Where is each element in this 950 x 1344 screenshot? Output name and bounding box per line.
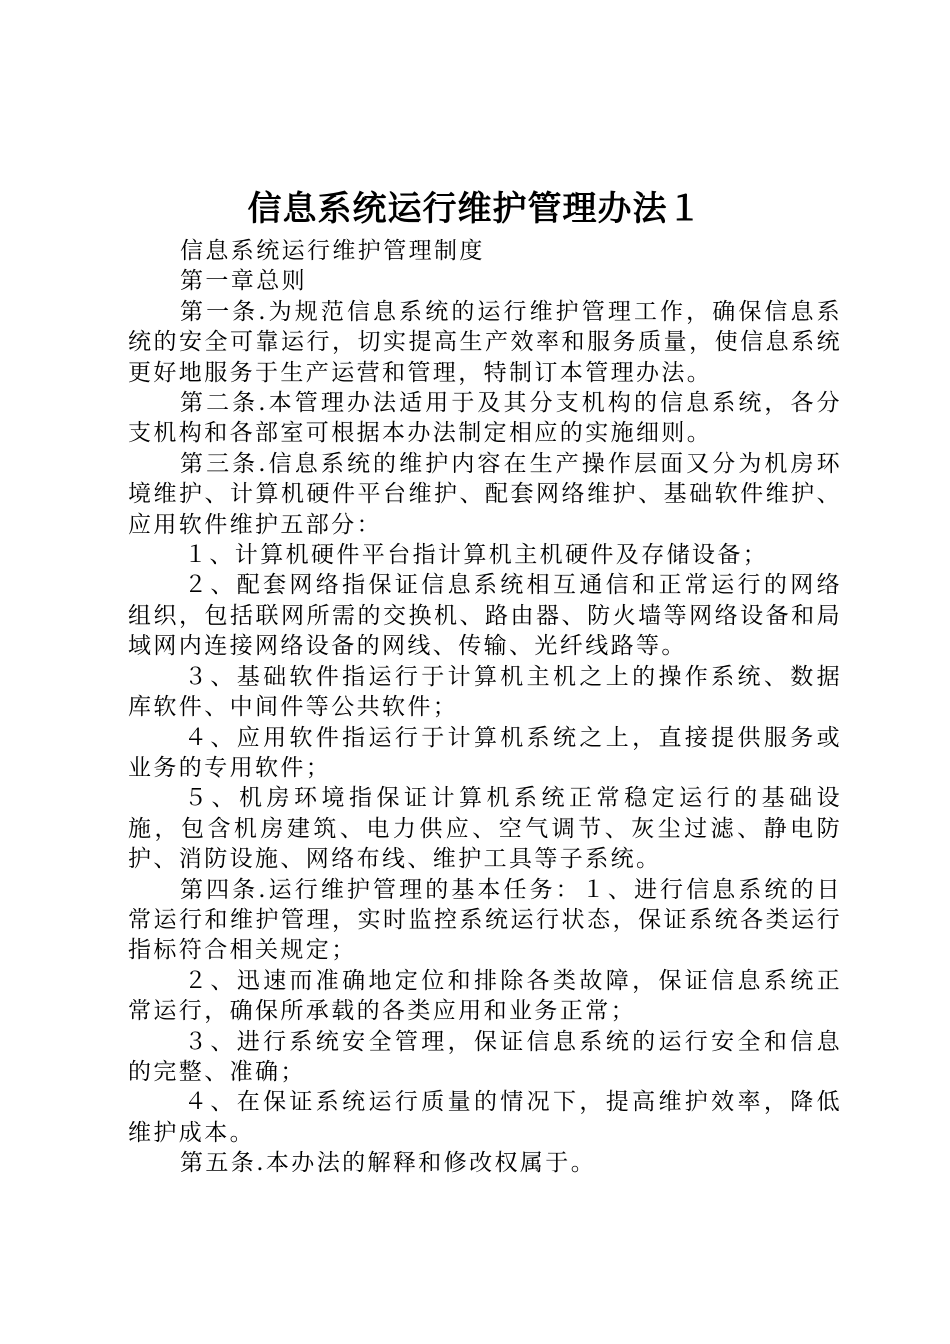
paragraph-item-application-software: ４、应用软件指运行于计算机系统之上，直接提供服务或业务的专用软件； bbox=[128, 724, 842, 781]
paragraph-item-hardware: １、计算机硬件平台指计算机主机硬件及存储设备； bbox=[184, 542, 769, 569]
paragraph-article-2: 第二条.本管理办法适用于及其分支机构的信息系统，各分支机构和各部室可根据本办法制定相应的实施细则。 bbox=[128, 390, 842, 447]
paragraph-item-network: ２、配套网络指保证信息系统相互通信和正常运行的网络组织，包括联网所需的交换机、路由器、防火墙等网络设备和局域网内连接网络设备的网线、传输、光纤线路等。 bbox=[128, 572, 842, 660]
paragraph-article-1: 第一条.为规范信息系统的运行维护管理工作，确保信息系统的安全可靠运行，切实提高生产效率和服务质量，使信息系统更好地服务于生产运营和管理，特制订本管理办法。 bbox=[128, 298, 842, 386]
paragraph-task-3: ３、进行系统安全管理，保证信息系统的运行安全和信息的完整、准确； bbox=[128, 1028, 842, 1085]
paragraph-article-5: 第五条.本办法的解释和修改权属于。 bbox=[180, 1150, 597, 1177]
paragraph-system-name: 信息系统运行维护管理制度 bbox=[180, 238, 485, 264]
paragraph-task-2: ２、迅速而准确地定位和排除各类故障，保证信息系统正常运行，确保所承载的各类应用和业务正常； bbox=[128, 967, 842, 1025]
paragraph-article-4: 第四条.运行维护管理的基本任务：１、进行信息系统的日常运行和维护管理，实时监控系统运行状态，保证系统各类运行指标符合相关规定； bbox=[128, 876, 842, 964]
document-body bbox=[128, 236, 842, 1179]
paragraph-article-3: 第三条.信息系统的维护内容在生产操作层面又分为机房环境维护、计算机硬件平台维护、配套网络维护、基础软件维护、应用软件维护五部分： bbox=[128, 450, 842, 538]
paragraph-item-base-software: ３、基础软件指运行于计算机主机之上的操作系统、数据库软件、中间件等公共软件； bbox=[128, 663, 842, 721]
document-title: 信息系统运行维护管理办法１ bbox=[247, 189, 703, 229]
paragraph-chapter-heading: 第一章总则 bbox=[180, 268, 307, 295]
paragraph-task-4: ４、在保证系统运行质量的情况下，提高维护效率，降低维护成本。 bbox=[128, 1089, 842, 1146]
paragraph-item-machine-room: ５、机房环境指保证计算机系统正常稳定运行的基础设施，包含机房建筑、电力供应、空气调节、灰尘过滤、静电防护、消防设施、网络布线、维护工具等子系统。 bbox=[128, 785, 842, 873]
